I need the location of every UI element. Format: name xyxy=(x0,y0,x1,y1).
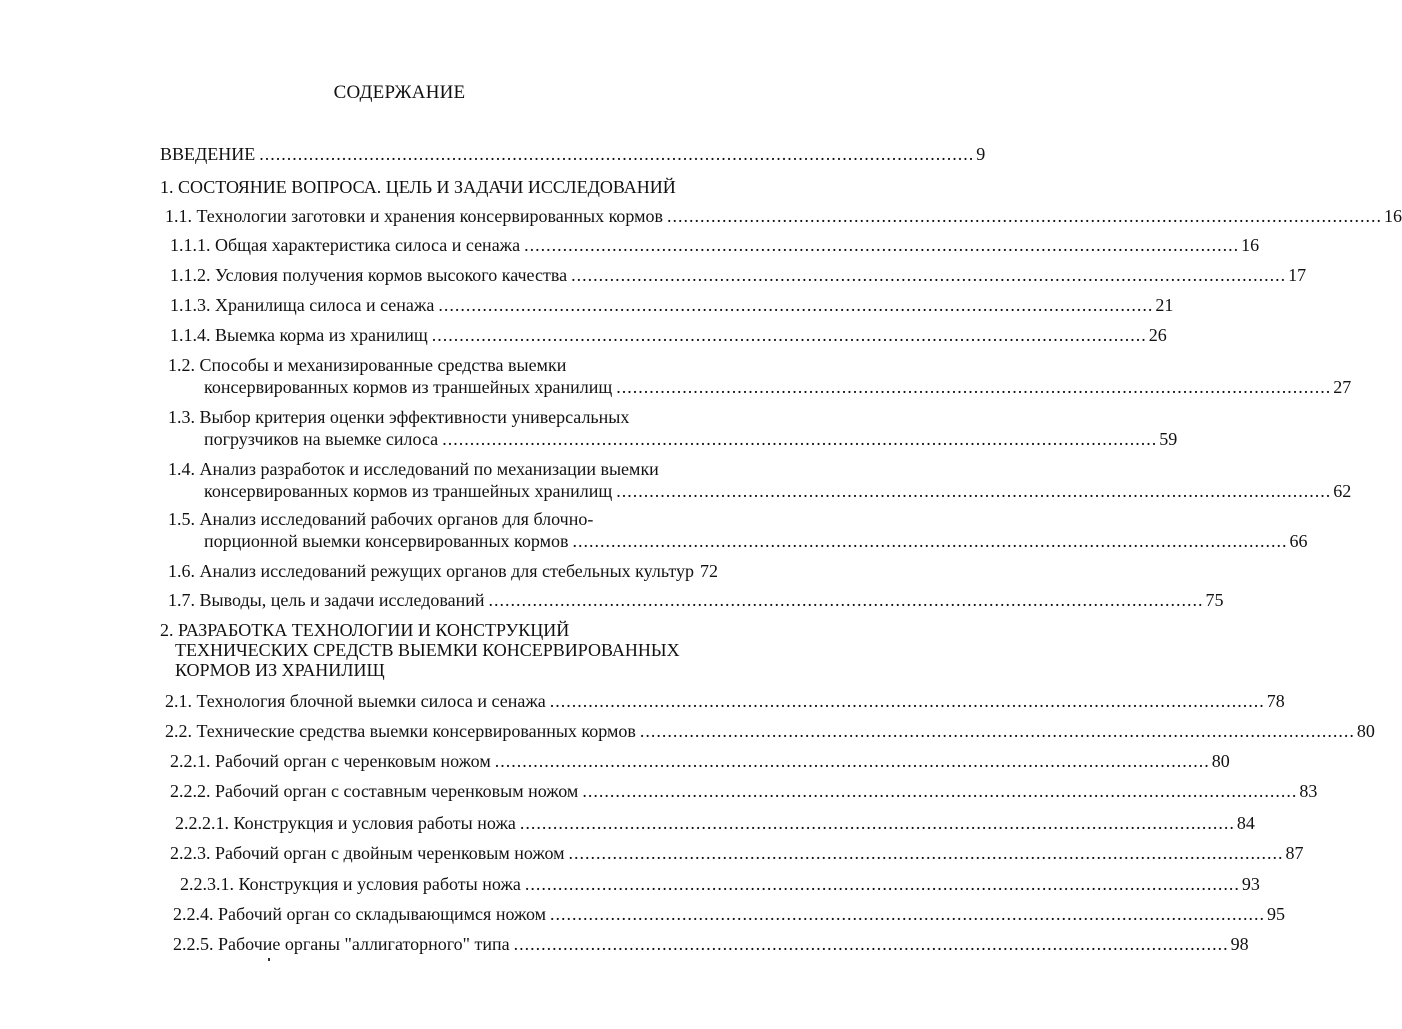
toc-entry-text: 1.3. Выбор критерия оценки эффективности универсальных xyxy=(168,407,630,427)
toc-entry-page: 95 xyxy=(1267,904,1286,924)
toc-entry: консервированных кормов из траншейных хранилищ .................................................................................................................................. 62 xyxy=(204,481,1352,501)
toc-entry-text: 1.4. Анализ разработок и исследований по механизации выемки xyxy=(168,459,659,479)
toc-entry: 1.1. Технологии заготовки и хранения консервированных кормов .................................................................................................................................. 16 xyxy=(165,206,1402,226)
toc-chapter-2-heading-line2 xyxy=(175,639,680,661)
toc-entry-first-line xyxy=(168,406,629,428)
toc-chapter-2-heading-line3 xyxy=(175,659,385,681)
toc-entry-page: 98 xyxy=(1230,934,1249,954)
toc-entry-page: 62 xyxy=(1333,481,1352,501)
toc-entry-text: 2.2.3.1. Конструкция и условия работы ножа xyxy=(180,874,521,894)
toc-entry-page: 93 xyxy=(1241,874,1260,894)
toc-entry-text: 1.7. Выводы, цель и задачи исследований xyxy=(168,590,485,610)
toc-entry-text: 2.2. Технические средства выемки консервированных кормов xyxy=(165,721,636,741)
toc-entry-first-line xyxy=(168,354,566,376)
toc-entry-page: 80 xyxy=(1356,721,1375,741)
toc-chapter-2-heading xyxy=(160,619,569,641)
toc-entry-text: консервированных кормов из траншейных хранилищ xyxy=(204,377,613,397)
toc-entry-text: консервированных кормов из траншейных хранилищ xyxy=(204,481,613,501)
toc-entry: 2.2.1. Рабочий орган с черенковым ножом .................................................................................................................................. 80 xyxy=(170,751,1230,771)
scan-speck xyxy=(268,958,270,961)
toc-entry-text: 1.6. Анализ исследований режущих органов для стебельных культур xyxy=(168,561,695,581)
toc-entry: 1.7. Выводы, цель и задачи исследований .................................................................................................................................. 75 xyxy=(168,590,1224,610)
toc-entry: 2.2.5. Рабочие органы "аллигаторного" типа .................................................................................................................................. 98 xyxy=(173,934,1249,954)
toc-entry-text: порционной выемки консервированных кормов xyxy=(204,531,569,551)
toc-entry: 2.1. Технология блочной выемки силоса и сенажа .................................................................................................................................. 78 xyxy=(165,691,1285,711)
toc-entry: 2.2. Технические средства выемки консервированных кормов .................................................................................................................................. 80 xyxy=(165,721,1375,741)
toc-entry: 2.2.3.1. Конструкция и условия работы ножа .................................................................................................................................. 93 xyxy=(180,874,1260,894)
toc-entry-text: 1.1.3. Хранилища силоса и сенажа xyxy=(170,295,435,315)
toc-entry: 2.2.2. Рабочий орган с составным черенковым ножом .................................................................................................................................. 83 xyxy=(170,781,1318,801)
toc-entry-page: 72 xyxy=(700,561,719,581)
toc-entry-text: 1.1.4. Выемка корма из хранилищ xyxy=(170,325,428,345)
toc-entry-text: 2. РАЗРАБОТКА ТЕХНОЛОГИИ И КОНСТРУКЦИЙ xyxy=(160,620,570,640)
toc-entry: 1.1.4. Выемка корма из хранилищ .................................................................................................................................. 26 xyxy=(170,325,1167,345)
toc-entry xyxy=(168,560,719,582)
toc-entry-page: 84 xyxy=(1236,813,1255,833)
toc-chapter-1-heading xyxy=(160,176,676,198)
toc-entry-text: 1.2. Способы и механизированные средства выемки xyxy=(168,355,567,375)
toc-entry: порционной выемки консервированных кормов .................................................................................................................................. 66 xyxy=(204,531,1308,551)
toc-entry: 1.1.3. Хранилища силоса и сенажа .................................................................................................................................. 21 xyxy=(170,295,1174,315)
toc-entry: 1.1.1. Общая характеристика силоса и сенажа .................................................................................................................................. 16 xyxy=(170,235,1260,255)
toc-entry-text: 1.1.2. Условия получения кормов высокого качества xyxy=(170,265,568,285)
toc-entry-text: 2.2.1. Рабочий орган с черенковым ножом xyxy=(170,751,491,771)
toc-entry: 1.1.2. Условия получения кормов высокого качества .................................................................................................................................. 17 xyxy=(170,265,1307,285)
toc-entry-page: 87 xyxy=(1285,843,1304,863)
toc-entry-page: 80 xyxy=(1211,751,1230,771)
toc-entry-text: ТЕХНИЧЕСКИХ СРЕДСТВ ВЫЕМКИ КОНСЕРВИРОВАННЫХ xyxy=(175,640,680,660)
toc-entry-page: 66 xyxy=(1289,531,1308,551)
toc-entry-page: 78 xyxy=(1266,691,1285,711)
toc-entry-page: 27 xyxy=(1333,377,1352,397)
toc-entry-text: 2.1. Технология блочной выемки силоса и сенажа xyxy=(165,691,546,711)
toc-entry: консервированных кормов из траншейных хранилищ .................................................................................................................................. 27 xyxy=(204,377,1352,397)
page-title: СОДЕРЖАНИЕ xyxy=(333,82,466,103)
toc-entry-introduction: ВВЕДЕНИЕ .................................................................................................................................. 9 xyxy=(160,144,986,164)
toc-entry-text: 1.5. Анализ исследований рабочих органов для блочно- xyxy=(168,509,594,529)
toc-entry-page: 16 xyxy=(1384,206,1402,226)
toc-entry-text: 2.2.2. Рабочий орган с составным черенковым ножом xyxy=(170,781,579,801)
toc-entry-page: 26 xyxy=(1148,325,1167,345)
toc-entry-text: КОРМОВ ИЗ ХРАНИЛИЩ xyxy=(175,660,385,680)
toc-entry-page: 21 xyxy=(1155,295,1174,315)
toc-entry-text: погрузчиков на выемке силоса xyxy=(204,429,439,449)
toc-entry-text: 1.1.1. Общая характеристика силоса и сенажа xyxy=(170,235,521,255)
toc-entry: 2.2.2.1. Конструкция и условия работы ножа .................................................................................................................................. 84 xyxy=(175,813,1255,833)
toc-entry: погрузчиков на выемке силоса .................................................................................................................................. 59 xyxy=(204,429,1178,449)
toc-entry: 2.2.4. Рабочий орган со складывающимся ножом .................................................................................................................................. 95 xyxy=(173,904,1286,924)
toc-entry-page: 59 xyxy=(1159,429,1178,449)
toc-entry-text: 2.2.3. Рабочий орган с двойным черенковым ножом xyxy=(170,843,565,863)
toc-entry-page: 83 xyxy=(1299,781,1318,801)
toc-entry-text: 1. СОСТОЯНИЕ ВОПРОСА. ЦЕЛЬ И ЗАДАЧИ ИССЛЕДОВАНИЙ xyxy=(160,177,676,197)
toc-entry-page: 17 xyxy=(1288,265,1307,285)
toc-entry-page: 75 xyxy=(1205,590,1224,610)
toc-entry-text: 2.2.5. Рабочие органы "аллигаторного" типа xyxy=(173,934,510,954)
toc-entry-page: 16 xyxy=(1241,235,1260,255)
toc-entry-text: 1.1. Технологии заготовки и хранения консервированных кормов xyxy=(165,206,664,226)
toc-entry-text: 2.2.2.1. Конструкция и условия работы ножа xyxy=(175,813,516,833)
toc-entry-first-line xyxy=(168,458,659,480)
toc-entry-text: 2.2.4. Рабочий орган со складывающимся ножом xyxy=(173,904,547,924)
toc-entry-first-line xyxy=(168,508,593,530)
toc-entry-text: ВВЕДЕНИЕ xyxy=(160,144,256,164)
toc-entry: 2.2.3. Рабочий орган с двойным черенковым ножом .................................................................................................................................. 87 xyxy=(170,843,1304,863)
toc-entry-page: 9 xyxy=(976,144,986,164)
